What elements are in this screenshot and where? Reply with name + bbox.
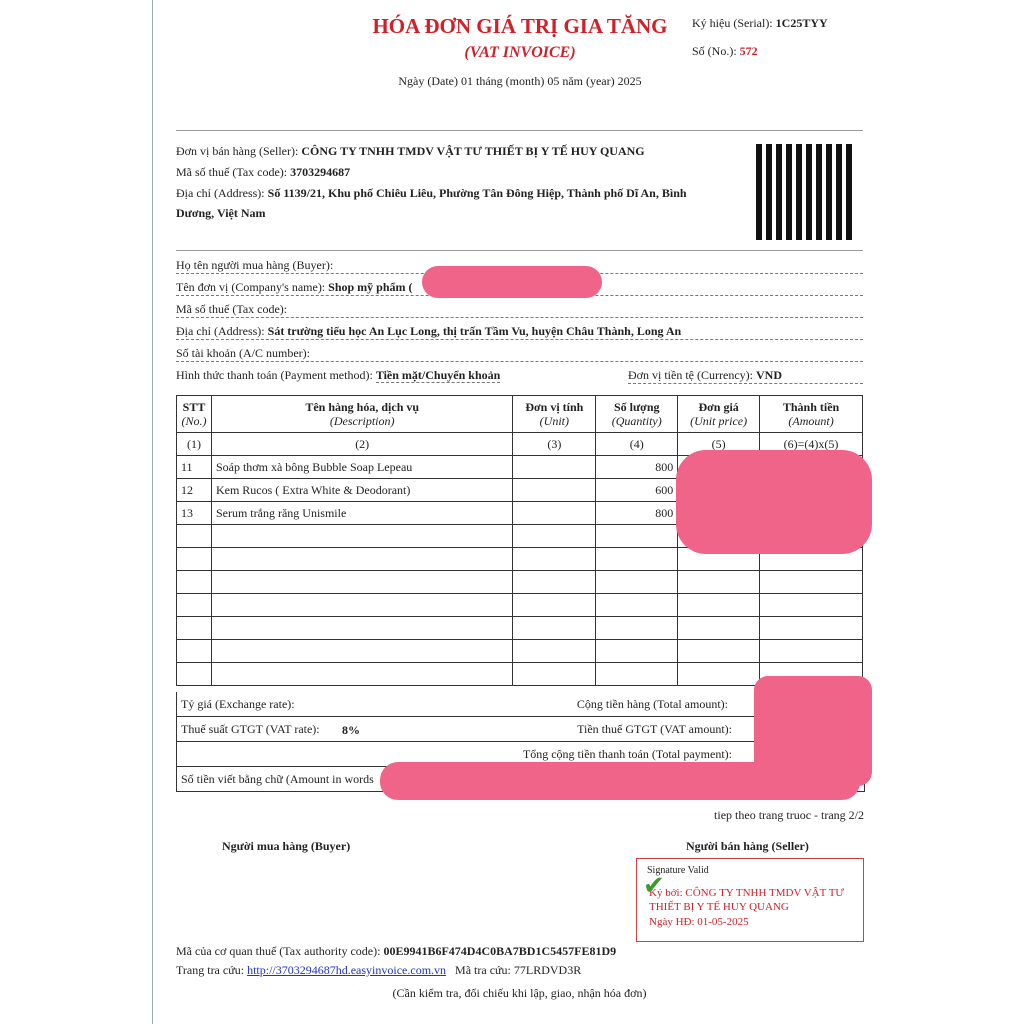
cell-unit <box>513 525 596 548</box>
index-cell: (6)=(4)x(5) <box>760 433 863 456</box>
label: Số tài khoản (A/C number): <box>176 346 310 360</box>
cell-qty <box>596 525 678 548</box>
label: Địa chỉ (Address): <box>176 324 265 338</box>
cell-price <box>678 617 760 640</box>
label: Mã số thuế (Tax code): <box>176 165 288 179</box>
cell-qty <box>596 594 678 617</box>
label: Họ tên người mua hàng (Buyer): <box>176 258 334 272</box>
divider <box>176 250 863 251</box>
serial-value: 1C25TYY <box>775 16 828 30</box>
page-edge <box>152 0 153 1024</box>
column-header <box>211 396 512 433</box>
table-row <box>177 594 863 617</box>
header-label: Đơn giá <box>698 400 739 414</box>
cell-no: 11 <box>177 456 212 479</box>
value: CÔNG TY TNHH TMDV VẬT TƯ THIẾT BỊ Y TẾ HUY QUANG <box>301 144 645 158</box>
label: Hình thức thanh toán (Payment method): <box>176 368 373 382</box>
cell-no <box>177 594 212 617</box>
column-header <box>513 396 596 433</box>
header-label: Đơn vị tính <box>525 400 584 414</box>
cell-no: 12 <box>177 479 212 502</box>
buyer-signature-label: Người mua hàng (Buyer) <box>222 839 351 853</box>
lookup-link[interactable]: http://3703294687hd.easyinvoice.com.vn <box>247 963 447 977</box>
label: Địa chỉ (Address): <box>176 186 265 200</box>
index-cell: (5) <box>678 433 760 456</box>
cell-price <box>678 594 760 617</box>
digital-signature[interactable] <box>636 858 864 942</box>
currency <box>628 368 863 384</box>
cell-qty: 800 <box>596 456 678 479</box>
label: Tỷ giá (Exchange rate): <box>181 697 295 711</box>
check-icon: ✔ <box>643 871 665 900</box>
cell-no <box>177 571 212 594</box>
no-label: Số (No.): <box>692 44 737 58</box>
invoice-title: HÓA ĐƠN GIÁ TRỊ GIA TĂNG <box>372 14 668 38</box>
signature-valid: Signature Valid <box>647 865 709 876</box>
cell-desc <box>211 525 512 548</box>
table-row <box>177 617 863 640</box>
header-sublabel: (Quantity) <box>611 414 662 428</box>
cell-no <box>177 663 212 686</box>
cell-unit <box>513 594 596 617</box>
column-header <box>760 396 863 433</box>
redaction <box>676 450 872 554</box>
cell-desc: Serum trắng răng Unismile <box>211 502 512 525</box>
invoice-subtitle: (VAT INVOICE) <box>464 44 576 61</box>
label: Số tiền viết bằng chữ (Amount in words <box>181 772 374 786</box>
buyer-account <box>176 346 863 362</box>
cell-desc <box>211 617 512 640</box>
value: 3703294687 <box>290 165 351 179</box>
redaction <box>380 762 860 800</box>
value: Dương, Việt Nam <box>176 206 266 220</box>
header-sublabel: (Amount) <box>788 414 834 428</box>
index-cell: (2) <box>211 433 512 456</box>
header-sublabel: (Description) <box>329 414 395 428</box>
cell-unit <box>513 548 596 571</box>
cell-price <box>678 663 760 686</box>
invoice-date: Ngày (Date) 01 tháng (month) 05 năm (year) 2025 <box>398 74 642 88</box>
value: 00E9941B6F474D4C0BA7BD1C5457FE81D9 <box>383 944 617 958</box>
cell-desc <box>211 640 512 663</box>
value: 8% <box>342 723 360 737</box>
label: Trang tra cứu: <box>176 963 245 977</box>
label: Đơn vị bán hàng (Seller): <box>176 144 299 158</box>
cell-price <box>678 571 760 594</box>
label: Đơn vị tiền tệ (Currency): <box>628 368 753 382</box>
cell-unit <box>513 502 596 525</box>
table-row <box>177 571 863 594</box>
header-sublabel: (Unit) <box>539 414 569 428</box>
cell-unit <box>513 479 596 502</box>
cell-desc <box>211 571 512 594</box>
cell-amt <box>760 594 863 617</box>
cell-unit <box>513 663 596 686</box>
cell-unit <box>513 456 596 479</box>
index-cell: (4) <box>596 433 678 456</box>
cell-unit <box>513 640 596 663</box>
cell-no <box>177 617 212 640</box>
index-cell: (1) <box>177 433 212 456</box>
cell-unit <box>513 617 596 640</box>
buyer-tax <box>176 302 863 318</box>
header-label: Thành tiền <box>782 400 840 414</box>
cell-no <box>177 525 212 548</box>
header-label: Số lượng <box>613 400 660 414</box>
index-cell: (3) <box>513 433 596 456</box>
cell-qty <box>596 571 678 594</box>
tax-authority-code <box>176 944 616 959</box>
label: Mã số thuế (Tax code): <box>176 302 288 316</box>
qr-code <box>756 144 852 240</box>
label: Tên đơn vị (Company's name): <box>176 280 326 294</box>
cell-price <box>678 640 760 663</box>
cell-no <box>177 548 212 571</box>
column-header <box>678 396 760 433</box>
label: Mã của cơ quan thuế (Tax authority code): <box>176 944 381 958</box>
cell-qty: 800 <box>596 502 678 525</box>
header-label: Tên hàng hóa, dịch vụ <box>305 400 420 414</box>
redaction <box>422 266 602 298</box>
cell-desc <box>211 663 512 686</box>
no-value: 572 <box>739 44 758 58</box>
value: Tiền mặt/Chuyển khoản <box>375 368 501 382</box>
header-label: STT <box>182 400 206 414</box>
header-sublabel: (No.) <box>181 414 207 428</box>
column-header <box>596 396 678 433</box>
cell-amt <box>760 571 863 594</box>
table-row <box>177 640 863 663</box>
divider <box>176 130 863 131</box>
cell-amt <box>760 640 863 663</box>
label: Cộng tiền hàng (Total amount): <box>576 697 728 711</box>
cell-desc: Soáp thơm xà bông Bubble Soap Lepeau <box>211 456 512 479</box>
header-sublabel: (Unit price) <box>690 414 748 428</box>
page-indicator: tiep theo trang truoc - trang 2/2 <box>714 808 864 822</box>
cell-desc: Kem Rucos ( Extra White & Deodorant) <box>211 479 512 502</box>
footer-note: (Cần kiểm tra, đối chiếu khi lập, giao, nhận hóa đơn) <box>392 986 647 1000</box>
label: Tiền thuế GTGT (VAT amount): <box>577 722 732 736</box>
sign-date: Ngày HĐ: 01-05-2025 <box>649 916 749 928</box>
lookup <box>176 963 581 978</box>
invoice-number <box>692 44 758 59</box>
value: VND <box>755 368 782 382</box>
cell-amt <box>760 617 863 640</box>
lookup-code: Mã tra cứu: 77LRDVD3R <box>455 963 582 977</box>
cell-qty <box>596 617 678 640</box>
serial <box>692 16 828 31</box>
value: Shop mỹ phẩm ( <box>328 280 413 294</box>
column-header <box>177 396 212 433</box>
label: Thuế suất GTGT (VAT rate): <box>181 722 320 736</box>
serial-label: Ký hiệu (Serial): <box>692 16 773 30</box>
cell-desc <box>211 594 512 617</box>
cell-unit <box>513 571 596 594</box>
cell-qty <box>596 640 678 663</box>
cell-no: 13 <box>177 502 212 525</box>
cell-qty: 600 <box>596 479 678 502</box>
cell-no <box>177 640 212 663</box>
cell-qty <box>596 663 678 686</box>
cell-desc <box>211 548 512 571</box>
seller-signature-label: Người bán hàng (Seller) <box>686 839 809 853</box>
buyer-address <box>176 324 863 340</box>
label: Tổng cộng tiền thanh toán (Total payment): <box>522 747 732 761</box>
cell-qty <box>596 548 678 571</box>
value: Sát trường tiểu học An Lục Long, thị trấn Tầm Vu, huyện Châu Thành, Long An <box>267 324 682 338</box>
signed-by: Ký bởi: CÔNG TY TNHH TMDV VẬT TƯ THIẾT BỊ Y TẾ HUY QUANG <box>649 887 844 913</box>
value: Số 1139/21, Khu phố Chiêu Liêu, Phường Tân Đông Hiệp, Thành phố Dĩ An, Bình <box>267 186 687 200</box>
